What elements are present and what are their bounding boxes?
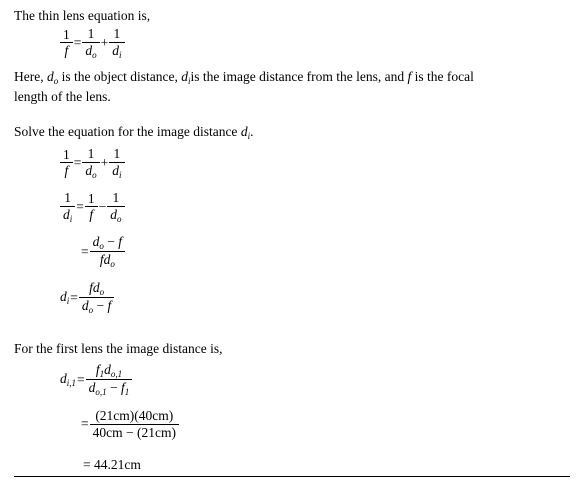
solve-instruction: Solve the equation for the image distance $d_i$. — [14, 124, 254, 141]
fraction-one-over-di — [109, 26, 124, 60]
bottom-divider — [14, 476, 570, 477]
result-value: = 44.21cm — [83, 457, 141, 472]
step-1-equation: $\frac{1}{f}$ = $\frac{1}{d_o}$ + $\frac{1}{d_i}$ — [60, 146, 125, 180]
substitution-denominator: 40cm − (21cm) — [90, 424, 179, 441]
numerator: 1 — [87, 26, 95, 41]
substitution-numerator: (21cm)(40cm) — [95, 408, 174, 423]
denominator: $d_i$ — [109, 42, 124, 60]
plus-sign: + — [100, 34, 109, 50]
step-3-equation: = $\frac{d_o - f}{fd_o}$ — [80, 234, 125, 270]
equals-sign: = — [73, 34, 82, 50]
step-4-equation: $d_i$ = $\frac{fd_o}{d_o - f}$ — [60, 280, 114, 316]
fraction-one-over-do — [82, 26, 99, 60]
intro-text: The thin lens equation is, — [14, 8, 151, 23]
numeric-substitution: = $\frac{(21cm)(40cm)}{40cm - (21cm)}$ — [80, 408, 179, 440]
denominator: $d_o$ — [82, 42, 99, 60]
first-lens-text: For the first lens the image distance is, — [14, 341, 223, 356]
numerator: 1 — [113, 26, 121, 41]
definition-line-2: length of the lens. — [14, 89, 111, 104]
numerator: 1 — [63, 26, 70, 42]
thin-lens-equation — [60, 26, 125, 60]
definition-line-1: Here, $d_o$ is the object distance, $d_iis$ the image distance from the lens, and f is the focal — [14, 69, 474, 86]
step-2-equation: $\frac{1}{d_i}$ = $\frac{1}{f}$ − $\frac{1}{d_o}$ — [60, 190, 125, 224]
fraction-one-over-f — [60, 27, 73, 59]
denominator: f — [60, 42, 73, 59]
first-lens-formula: $d_{i,1}$ = $\frac{f_1d_{o,1}}{d_{o,1} - f_1}$ — [60, 362, 132, 398]
